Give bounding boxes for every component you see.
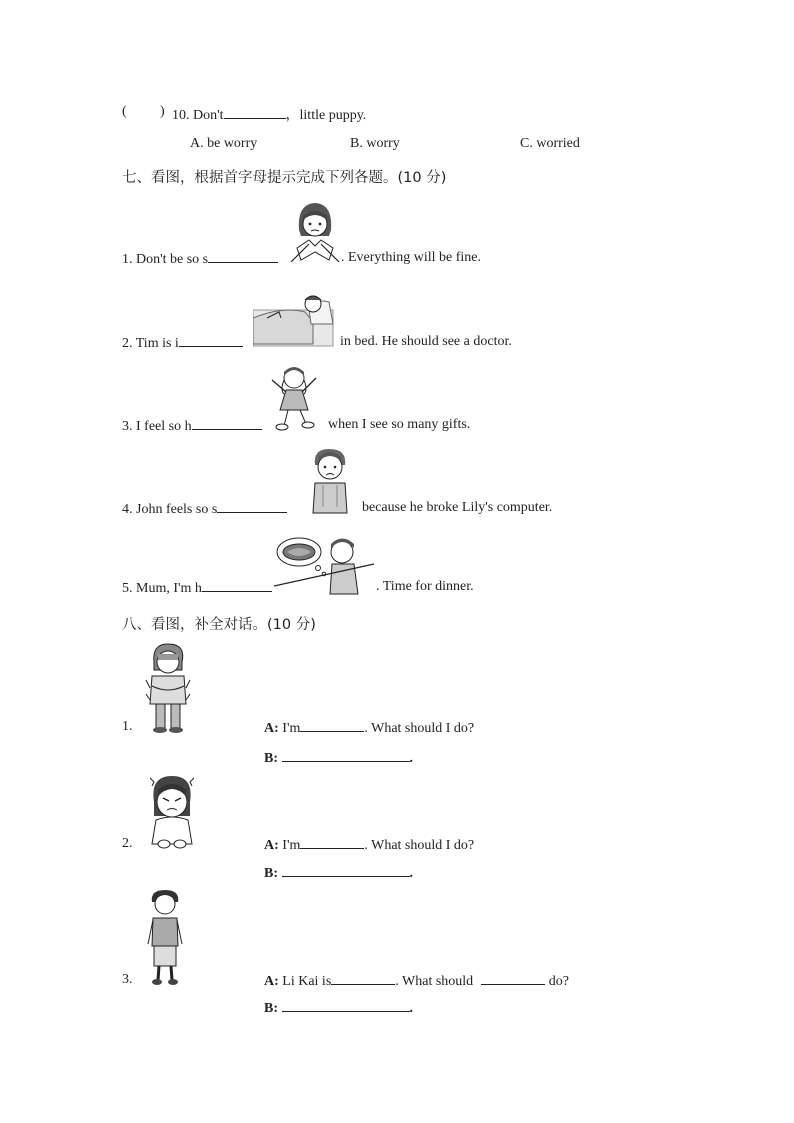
speaker-a-label: A: [264,974,279,989]
sad-boy-icon [309,447,351,515]
answer-blank[interactable] [224,106,286,119]
answer-blank[interactable] [192,417,262,430]
option-b: B. worry [350,136,400,151]
worried-girl-icon [289,200,341,266]
answer-blank[interactable] [217,500,287,513]
question-10-suffix: ，little puppy. [285,108,367,123]
s7-item-2-after: in bed. He should see a doctor. [340,334,512,349]
s8-item-3-b-end: . [409,1001,413,1016]
s8-item-3-a-before: Li Kai is [282,974,332,989]
s8-item-1-a-before: I'm [282,721,301,736]
s7-item-1-before: 1. Don't be so s [122,252,209,267]
s8-item-2-a-after: . What should I do? [364,838,475,853]
option-a: A. be worry [190,136,258,151]
s7-item-5-before: 5. Mum, I'm h [122,581,202,596]
s7-item-4-before: 4. John feels so s [122,502,218,517]
section-7-title: 七、看图，根据首字母提示完成下列各题。(10 分) [122,170,447,186]
cold-girl-icon [144,642,192,734]
s8-item-3-a-mid: . What should [395,974,474,989]
answer-blank[interactable] [300,719,364,732]
answer-blank[interactable] [179,334,243,347]
sick-boy-in-bed-icon [253,288,335,348]
standing-boy-icon [146,888,184,988]
s7-item-4 [122,500,287,518]
answer-blank[interactable] [202,579,272,592]
question-10 [172,104,366,124]
answer-paren-open: ( [122,104,127,119]
s8-item-1-a-after: . What should I do? [364,721,475,736]
answer-blank[interactable] [282,749,410,762]
s7-item-2-before: 2. Tim is i [122,336,179,351]
s7-item-3 [122,417,262,435]
hungry-boy-icon [274,534,378,596]
s8-item-3-number: 3. [122,972,133,987]
speaker-a-label: A: [264,721,279,736]
answer-paren-close: ) [160,104,165,119]
s8-item-3-line-b [264,999,413,1017]
answer-blank[interactable] [208,250,278,263]
speaker-a-label: A: [264,838,279,853]
speaker-b-label: B: [264,866,278,881]
s8-item-3-a-after: do? [548,974,569,989]
happy-girl-icon [266,364,322,434]
s7-item-3-after: when I see so many gifts. [328,417,471,432]
answer-blank[interactable] [300,836,364,849]
s8-item-1-b-end: . [409,751,413,766]
s8-item-2-line-b [264,864,413,882]
s8-item-1-line-a [264,719,474,737]
s7-item-1 [122,250,278,268]
option-c: C. worried [520,136,580,151]
s8-item-2-line-a [264,836,474,854]
s8-item-2-number: 2. [122,836,133,851]
s7-item-1-after: . Everything will be fine. [341,250,481,265]
answer-blank[interactable] [282,999,410,1012]
s8-item-2-a-before: I'm [282,838,301,853]
speaker-b-label: B: [264,751,278,766]
s7-item-2 [122,334,243,352]
s8-item-1-line-b [264,749,413,767]
answer-blank[interactable] [282,864,410,877]
answer-blank[interactable] [331,972,395,985]
question-10-prefix: 10. Don't [172,108,224,123]
s8-item-2-b-end: . [409,866,413,881]
answer-blank[interactable] [481,972,545,985]
s7-item-3-before: 3. I feel so h [122,419,192,434]
s7-item-5-after: . Time for dinner. [376,579,474,594]
s8-item-1-number: 1. [122,719,133,734]
s8-item-3-line-a [264,972,569,990]
s7-item-4-after: because he broke Lily's computer. [362,500,553,515]
speaker-b-label: B: [264,1001,278,1016]
angry-girl-icon [146,772,198,850]
section-8-title: 八、看图，补全对话。(10 分) [122,617,316,633]
s7-item-5 [122,579,272,597]
